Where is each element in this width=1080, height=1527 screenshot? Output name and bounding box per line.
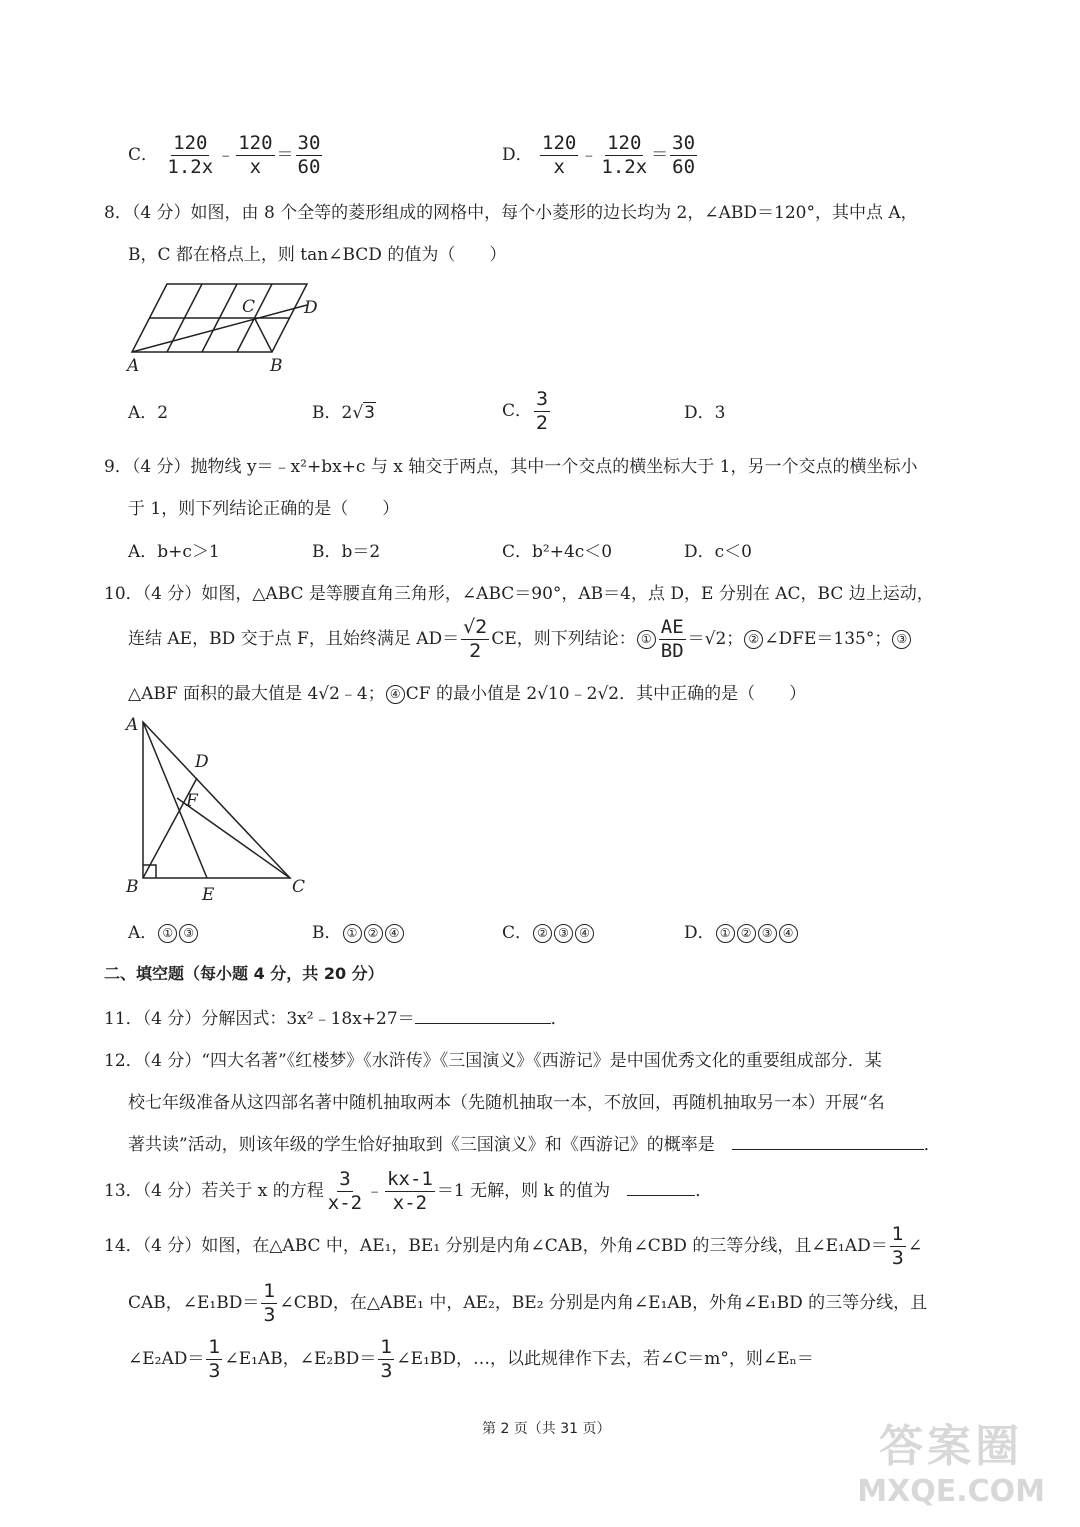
circled-number: ① [343,924,362,943]
q8-line1: 8．（4 分）如图，由 8 个全等的菱形组成的网格中，每个小菱形的边长均为 2，∠ABD＝120°，其中点 A， [104,203,918,223]
q10-option-a: A． ① ③ [128,918,199,943]
q10-option-d: D． ① ② ③ ④ [684,918,799,943]
circled-number: ③ [179,924,198,943]
fraction: $\frac{1}{3}$ [891,1223,904,1269]
circled-number: ③ [554,924,573,943]
q10-line3: △ABF 面积的最大值是 4√2﹣4； ④ CF 的最小值是 2√10﹣2√2．其中正确的是（ ） [128,684,807,704]
q9-option-a: A．b+c＞1 [128,542,220,562]
fraction: $\frac{1}{3}$ [380,1336,393,1382]
point-label-a: A [127,356,140,376]
q10-line2: 连结 AE，BD 交于点 F，且始终满足 AD＝ $\frac{√2}{2}$ CE，则下列结论： ① $\frac{AE}{BD}$ ＝√2； ② ∠DFE＝135°； ③ [128,618,912,661]
q8-option-b: B．2√3 [312,403,375,423]
q14-line1: 14．（4 分）如图，在△ABC 中，AE₁，BE₁ 分别是内角∠CAB，外角∠CBD 的三等分线，且∠E₁AD＝ $\frac{1}{3}$ ∠ [104,1223,923,1269]
circled-number: ② [533,924,552,943]
point-label-f: F [186,791,198,811]
q7-option-d: D． $\frac{120}{x}$ ﹣ $\frac{120}{1.2x}$ ＝ $\frac{30}{60}$ [502,132,696,178]
answer-blank[interactable] [732,1135,924,1150]
fraction: $\frac{1}{3}$ [263,1280,276,1326]
circled-number: ① [716,924,735,943]
q10-option-b: B． ① ② ④ [312,918,405,943]
point-label-b: B [270,356,283,376]
point-label-d: D [195,752,209,772]
q10-line1: 10．（4 分）如图，△ABC 是等腰直角三角形，∠ABC＝90°，AB＝4，点 D，E 分别在 AC，BC 边上运动， [104,584,934,604]
watermark-url: MXQE.COM [857,1474,1045,1509]
q14-line3: ∠E₂AD＝ $\frac{1}{3}$ ∠E₁AB，∠E₂BD＝ $\frac{1}{3}$ ∠E₁BD，…，以此规律作下去，若∠C＝m°，则∠Eₙ＝ [128,1336,814,1382]
point-label-a: A [126,715,139,735]
q9-line2: 于 1，则下列结论正确的是（ ） [128,499,400,519]
circled-number: ④ [779,924,798,943]
fraction: $\frac{30}{60}$ [297,132,321,178]
circled-number: ② [744,630,763,649]
q8-option-d: D．3 [684,403,726,423]
point-label-e: E [202,885,215,905]
circled-number: ④ [385,924,404,943]
circled-number: ② [364,924,383,943]
circled-number: ④ [386,685,405,704]
fraction: $\frac{120}{x}$ [542,132,577,178]
section-2-heading: 二、填空题（每小题 4 分，共 20 分） [104,964,384,983]
fraction: $\frac{120}{1.2x}$ [601,132,648,178]
circled-number: ③ [892,630,911,649]
point-label-c: C [292,877,306,897]
q8-option-c: C． $\frac{3}{2}$ [502,388,549,434]
q9-line1: 9．（4 分）抛物线 y＝﹣x²+bx+c 与 x 轴交于两点，其中一个交点的横坐标大于 1，另一个交点的横坐标小 [104,457,918,477]
fraction: $\frac{√2}{2}$ [463,616,488,662]
point-label-d: D [304,298,318,318]
q8-rhombus-grid-figure [122,278,332,378]
q9-option-d: D．c＜0 [684,542,752,562]
fraction: $\frac{kx-1}{x-2}$ [387,1168,433,1214]
circled-number: ④ [575,924,594,943]
fraction: $\frac{120}{x}$ [238,132,273,178]
q14-line2: CAB，∠E₁BD＝ $\frac{1}{3}$ ∠CBD，在△ABE₁ 中，AE₂，BE₂ 分别是内角∠E₁AB，外角∠E₁BD 的三等分线，且 [128,1280,928,1326]
circled-number: ① [637,630,656,649]
q9-option-c: C．b²+4c＜0 [502,542,613,562]
point-label-c: C [242,297,256,317]
fraction: $\frac{3}{2}$ [536,388,549,434]
page-footer: 第 2 页（共 31 页） [482,1421,611,1437]
q8-option-a: A．2 [128,403,169,423]
q8-line2: B，C 都在格点上，则 tan∠BCD 的值为（ ） [128,245,507,265]
watermark-text: 答案圈 [879,1421,1024,1472]
fraction: $\frac{3}{x-2}$ [327,1168,363,1214]
q13: 13．（4 分）若关于 x 的方程 $\frac{3}{x-2}$ ﹣ $\frac{kx-1}{x-2}$ ＝1 无解，则 k 的值为 ． [104,1168,713,1214]
fraction: $\frac{1}{3}$ [208,1336,221,1382]
watermark-logo [857,1410,1045,1509]
fraction: $\frac{30}{60}$ [672,132,696,178]
square-root: √3 [352,403,375,423]
circled-number: ② [737,924,756,943]
q12-line3: 著共读”活动，则该年级的学生恰好抽取到《三国演义》和《西游记》的概率是 ． [128,1135,941,1155]
fraction: $\frac{AE}{BD}$ [660,616,684,662]
answer-blank[interactable] [415,1009,551,1024]
circled-number: ① [158,924,177,943]
answer-blank[interactable] [627,1181,695,1196]
circled-number: ③ [758,924,777,943]
q10-option-c: C． ② ③ ④ [502,918,595,943]
q12-line2: 校七年级准备从这四部名著中随机抽取两本（先随机抽取一本，不放回，再随机抽取另一本）开展“名 [128,1093,885,1113]
q7-option-c: C． $\frac{120}{1.2x}$ ﹣ $\frac{120}{x}$ ＝ $\frac{30}{60}$ [128,132,321,178]
fraction: $\frac{120}{1.2x}$ [167,132,214,178]
q12-line1: 12．（4 分）“四大名著”《红楼梦》《水浒传》《三国演义》《西游记》是中国优秀文化的重要组成部分．某 [104,1051,882,1071]
q10-triangle-figure [120,708,320,908]
point-label-b: B [126,877,139,897]
q11: 11．（4 分）分解因式：3x²﹣18x+27＝ ． [104,1009,568,1029]
q9-option-b: B．b＝2 [312,542,381,562]
